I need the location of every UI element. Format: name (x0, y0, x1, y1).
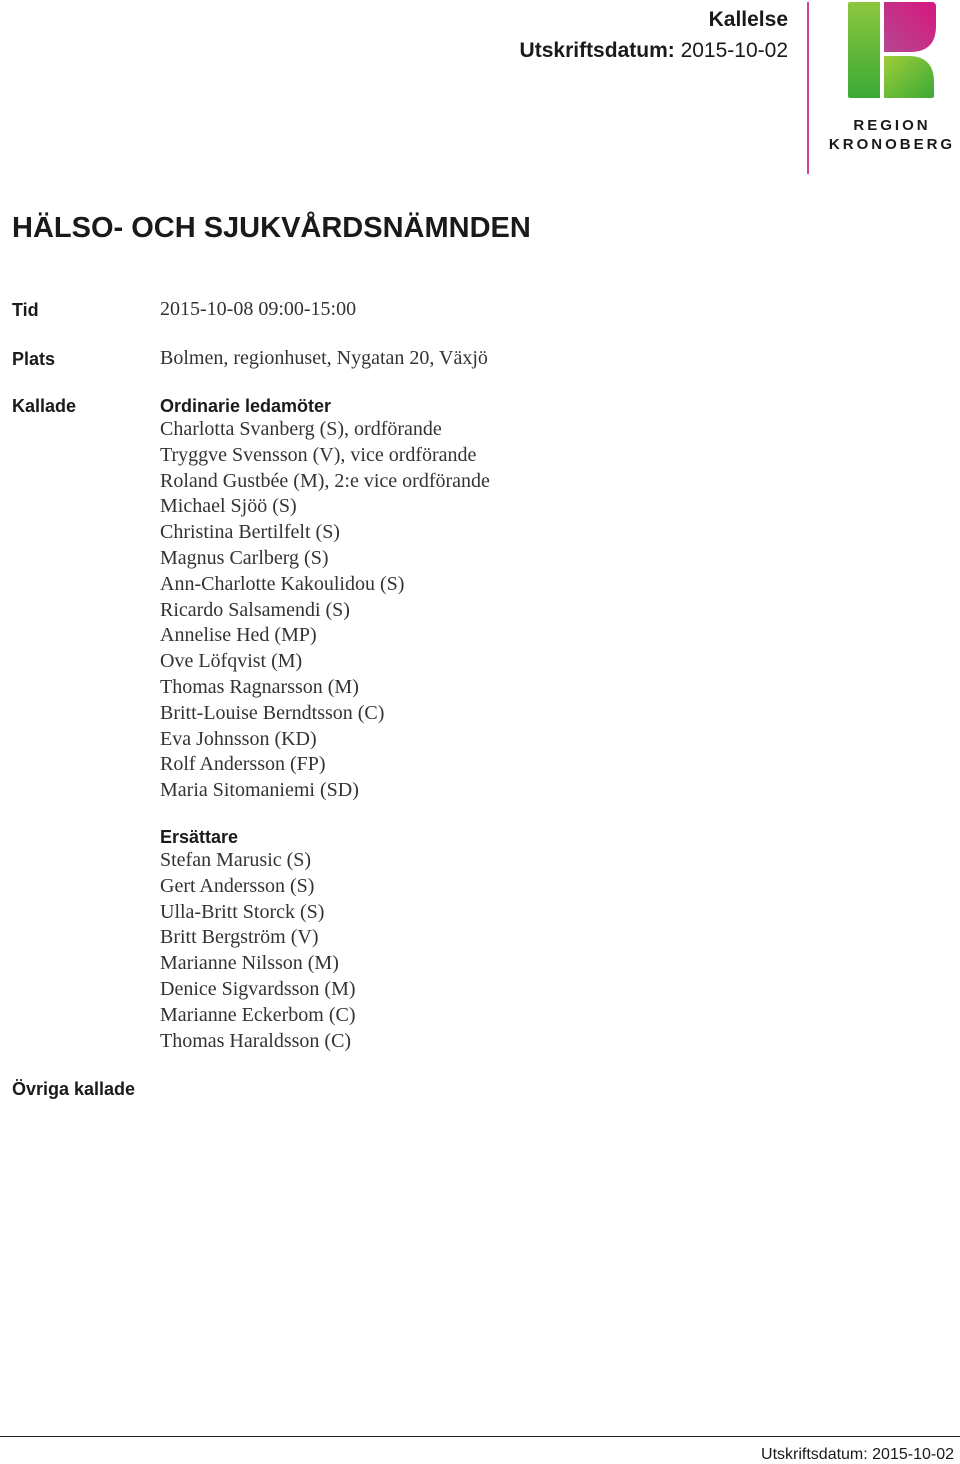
footer-print-date (761, 1446, 954, 1464)
footer-print-date-value: 2015-10-02 (872, 1446, 954, 1463)
list-item: Ove Löfqvist (M) (160, 650, 303, 673)
list-item: Stefan Marusic (S) (160, 849, 312, 871)
page-title: HÄLSO- OCH SJUKVÅRDSNÄMNDEN (12, 212, 531, 244)
print-date-label: Utskriftsdatum: (519, 39, 675, 62)
tid-label: Tid (12, 300, 39, 320)
list-item: Rolf Andersson (FP) (160, 753, 326, 776)
list-item: Michael Sjöö (S) (160, 495, 297, 518)
list-item: Maria Sitomaniemi (SD) (160, 779, 359, 802)
list-item: Ann-Charlotte Kakoulidou (S) (160, 572, 405, 595)
logo-line-kronoberg: KRONOBERG (828, 136, 956, 153)
list-item: Marianne Eckerbom (C) (160, 1003, 356, 1026)
list-item: Christina Bertilfelt (S) (160, 521, 340, 544)
list-item: Marianne Nilsson (M) (160, 952, 339, 975)
list-item: Ricardo Salsamendi (S) (160, 598, 350, 621)
ordinarie-ledamoter-title: Ordinarie ledamöter (160, 396, 332, 416)
kallade-label: Kallade (12, 396, 77, 416)
header-divider (807, 2, 809, 174)
plats-value: Bolmen, regionhuset, Nygatan 20, Växjö (160, 347, 488, 369)
list-item: Tryggve Svensson (V), vice ordförande (160, 443, 477, 466)
ersattare-title: Ersättare (160, 827, 239, 847)
list-item: Britt Bergström (V) (160, 926, 319, 949)
list-item: Ulla-Britt Storck (S) (160, 900, 325, 923)
plats-label: Plats (12, 349, 56, 369)
print-date-value: 2015-10-02 (680, 39, 788, 62)
list-item: Denice Sigvardsson (M) (160, 977, 356, 1000)
list-item: Charlotta Svanberg (S), ordförande (160, 418, 442, 440)
list-item: Magnus Carlberg (S) (160, 546, 329, 569)
ovriga-kallade-label: Övriga kallade (12, 1079, 136, 1099)
ersattare-group (160, 826, 356, 1054)
list-item: Britt-Louise Berndtsson (C) (160, 701, 385, 724)
logo-line-region: REGION (853, 117, 931, 134)
logo-wordmark (824, 116, 960, 154)
list-item: Eva Johnsson (KD) (160, 727, 317, 750)
list-item: Annelise Hed (MP) (160, 624, 317, 647)
print-date (520, 34, 788, 68)
list-item: Gert Andersson (S) (160, 874, 315, 897)
list-item: Thomas Haraldsson (C) (160, 1029, 352, 1052)
tid-value: 2015-10-08 09:00-15:00 (160, 298, 357, 320)
ordinarie-ledamoter-group (160, 395, 490, 804)
document-type: Kallelse (708, 8, 788, 31)
footer-print-date-label: Utskriftsdatum: (761, 1446, 868, 1463)
list-item: Thomas Ragnarsson (M) (160, 675, 359, 698)
document-header (520, 6, 788, 68)
footer-divider (0, 1436, 960, 1437)
list-item: Roland Gustbée (M), 2:e vice ordförande (160, 469, 490, 492)
